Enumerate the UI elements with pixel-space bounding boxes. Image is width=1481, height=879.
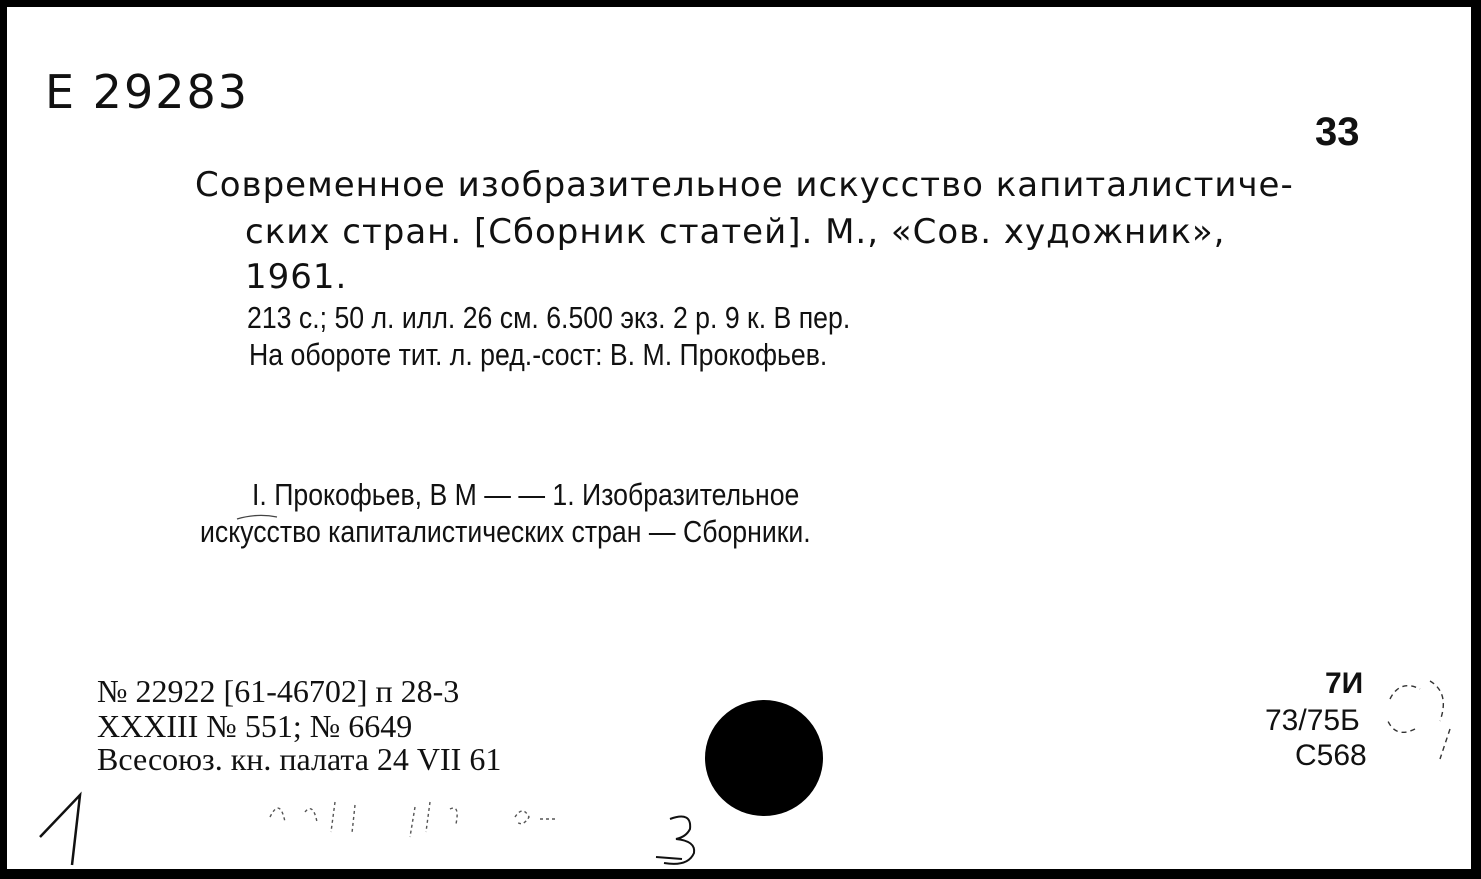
underline-scribble	[233, 507, 293, 527]
registry-line-1: № 22922 [61-46702] п 28-3	[97, 673, 460, 709]
physical-description-line: 213 с.; 50 л. илл. 26 см. 6.500 экз. 2 р. 9 к. В пер.	[247, 300, 851, 335]
title-line-3: 1961.	[245, 257, 348, 297]
ink-blot	[705, 700, 823, 816]
handwritten-faint-circle	[1375, 669, 1465, 759]
handwritten-three-mark	[652, 807, 712, 877]
classification-line-1: 7И	[1325, 667, 1364, 700]
classification-line-3: С568	[1295, 739, 1367, 772]
catalog-card	[5, 5, 1473, 871]
registry-line-3: Всесоюз. кн. палата 24 VII 61	[97, 741, 502, 777]
classification-line-2: 73/75Б	[1265, 704, 1360, 737]
tracing-line-1: I. Прокофьев, В М — — 1. Изобразительное	[252, 477, 800, 512]
registry-line-2: XXXIII № 551; № 6649	[97, 708, 413, 744]
title-line-2: ских стран. [Сборник статей]. М., «Сов. художник»,	[245, 212, 1226, 252]
call-number: E 29283	[45, 65, 250, 119]
handwritten-faint-scribble	[265, 787, 585, 847]
title-line-1: Современное изобразительное искусство капиталистиче-	[195, 165, 1294, 205]
editor-note-line: На обороте тит. л. ред.-сост: В. М. Прокофьев.	[249, 337, 828, 372]
handwritten-one-mark	[32, 777, 112, 877]
tracing-line-2: искусство капиталистических стран — Сборники.	[200, 514, 811, 549]
card-index-number: 33	[1315, 110, 1360, 154]
